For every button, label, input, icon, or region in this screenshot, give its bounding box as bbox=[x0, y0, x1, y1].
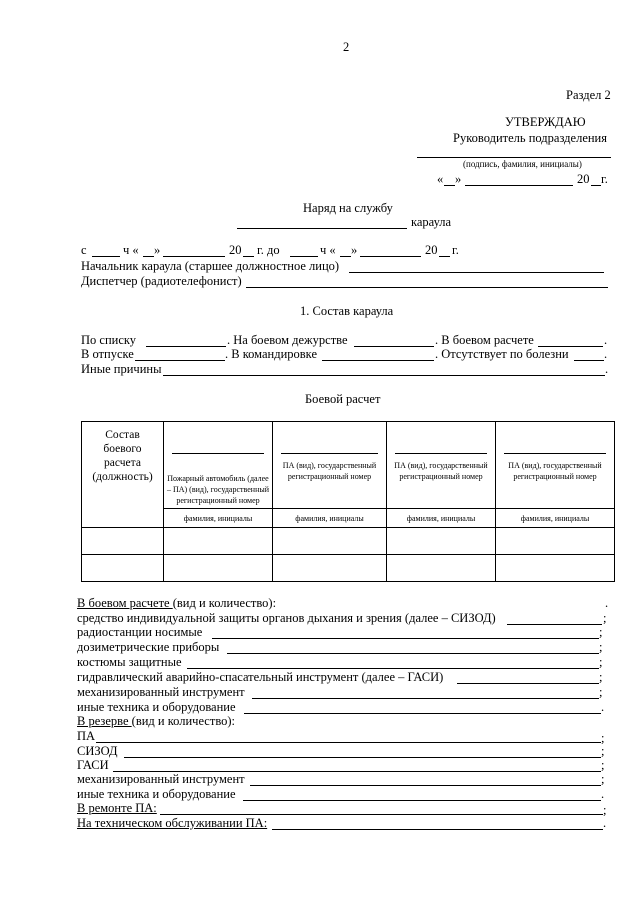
table-cell[interactable] bbox=[273, 528, 387, 555]
equipment-item: гидравлический аварийно-спасательный инструмент (далее – ГАСИ) bbox=[77, 670, 444, 684]
reserve-line[interactable] bbox=[96, 742, 601, 743]
vehicle-line[interactable] bbox=[395, 453, 487, 454]
line-semicolon: ; bbox=[601, 744, 605, 758]
line-semicolon: ; bbox=[601, 772, 605, 786]
by-list-label: По списку bbox=[81, 333, 137, 347]
equipment-line[interactable] bbox=[457, 683, 599, 684]
reserve-item: ГАСИ bbox=[77, 758, 109, 772]
table-cell[interactable] bbox=[496, 555, 615, 582]
page-number: 2 bbox=[343, 40, 350, 54]
section-label: Раздел 2 bbox=[566, 88, 611, 102]
in-crew-dot: . bbox=[604, 333, 608, 347]
equipment-item: средство индивидуальной защиты органов дыхания и зрения (далее – СИЗОД) bbox=[77, 611, 496, 625]
approval-day-line[interactable] bbox=[444, 185, 455, 186]
by-list-line[interactable] bbox=[146, 346, 226, 347]
vehicle-line[interactable] bbox=[172, 453, 264, 454]
from-year-line[interactable] bbox=[243, 256, 254, 257]
period-year-from: 20 bbox=[229, 243, 242, 257]
table-cell[interactable] bbox=[82, 528, 164, 555]
to-day-line[interactable] bbox=[340, 256, 351, 257]
on-leave-label: В отпуске bbox=[81, 347, 134, 361]
period-from: с bbox=[81, 243, 87, 257]
period-year-to: 20 bbox=[425, 243, 438, 257]
approval-year: 20 bbox=[577, 172, 590, 186]
approval-title: УТВЕРЖДАЮ bbox=[505, 115, 586, 129]
sick-line[interactable] bbox=[574, 360, 604, 361]
vehicle-header-text: ПА (вид), государственный регистрационный номер bbox=[508, 461, 602, 481]
position-header-line: Состав bbox=[105, 429, 140, 441]
table-cell[interactable] bbox=[164, 555, 273, 582]
maintenance-line[interactable] bbox=[272, 829, 603, 830]
on-trip-label: . В командировке bbox=[225, 347, 317, 361]
in-crew-equipment-rest: (вид и количество): bbox=[172, 596, 277, 610]
position-header bbox=[82, 422, 164, 528]
equipment-line[interactable] bbox=[507, 624, 602, 625]
line-dot: . bbox=[603, 816, 607, 830]
reserve-item: СИЗОД bbox=[77, 744, 118, 758]
vehicle-header-text: Пожарный автомобиль (далее – ПА) (вид), государственный регистрационный номер bbox=[166, 474, 270, 505]
period-hour: ч « bbox=[123, 243, 139, 257]
equipment-line[interactable] bbox=[244, 713, 601, 714]
sick-dot: . bbox=[604, 347, 608, 361]
position-header-line: боевого bbox=[103, 443, 142, 455]
vehicle-line[interactable] bbox=[281, 453, 378, 454]
table-cell[interactable] bbox=[82, 555, 164, 582]
in-crew-label: . В боевом расчете bbox=[435, 333, 534, 347]
line-semicolon: ; bbox=[601, 758, 605, 772]
line-semicolon: ; bbox=[599, 625, 603, 639]
period-quote: » bbox=[154, 243, 161, 257]
on-duty-line[interactable] bbox=[354, 346, 434, 347]
to-month-line[interactable] bbox=[360, 256, 421, 257]
from-hour-line[interactable] bbox=[92, 256, 120, 257]
line-semicolon: ; bbox=[601, 731, 605, 745]
reserve-item: ПА bbox=[77, 729, 96, 743]
combat-crew-table bbox=[81, 421, 615, 582]
period-year-to-suffix: г. bbox=[452, 243, 459, 257]
approval-date-mid: » bbox=[455, 172, 462, 186]
approval-position: Руководитель подразделения bbox=[453, 131, 607, 145]
equipment-item: механизированный инструмент bbox=[77, 685, 245, 699]
line-semicolon: ; bbox=[603, 803, 607, 817]
in-crew-equipment-heading bbox=[77, 596, 276, 611]
from-month-line[interactable] bbox=[163, 256, 225, 257]
other-line[interactable] bbox=[163, 375, 605, 376]
other-label: Иные причины bbox=[81, 362, 162, 376]
table-cell[interactable] bbox=[273, 555, 387, 582]
fio-cell: фамилия, инициалы bbox=[164, 509, 273, 528]
order-title: Наряд на службу bbox=[303, 201, 393, 215]
reserve-label: В резерве bbox=[77, 714, 132, 728]
vehicle-header-1 bbox=[164, 422, 273, 509]
fio-cell: фамилия, инициалы bbox=[387, 509, 496, 528]
on-leave-line[interactable] bbox=[135, 360, 225, 361]
combat-title: Боевой расчет bbox=[305, 392, 381, 406]
repair-line[interactable] bbox=[160, 814, 603, 815]
table-cell[interactable] bbox=[496, 528, 615, 555]
repair-label: В ремонте ПА: bbox=[77, 801, 157, 815]
equipment-item: дозиметрические приборы bbox=[77, 640, 220, 654]
period-quote-to: » bbox=[351, 243, 358, 257]
line-dot: . bbox=[601, 700, 605, 714]
other-dot: . bbox=[605, 362, 609, 376]
maintenance-label: На техническом обслуживании ПА: bbox=[77, 816, 268, 830]
line-semicolon: ; bbox=[599, 685, 603, 699]
on-trip-line[interactable] bbox=[322, 360, 434, 361]
table-cell[interactable] bbox=[164, 528, 273, 555]
vehicle-header-3 bbox=[387, 422, 496, 509]
line-dot: . bbox=[601, 787, 605, 801]
period-to: г. до bbox=[257, 243, 280, 257]
dispatcher-label: Диспетчер (радиотелефонист) bbox=[81, 274, 242, 288]
line-semicolon: ; bbox=[599, 655, 603, 669]
to-year-line[interactable] bbox=[439, 256, 450, 257]
line-semicolon: ; bbox=[599, 670, 603, 684]
approval-date-suffix: г. bbox=[601, 172, 608, 186]
to-hour-line[interactable] bbox=[290, 256, 318, 257]
position-header-line: расчета bbox=[104, 457, 141, 469]
equipment-item: радиостанции носимые bbox=[77, 625, 203, 639]
vehicle-header-text: ПА (вид), государственный регистрационный номер bbox=[282, 461, 377, 481]
equipment-line[interactable] bbox=[252, 698, 599, 699]
in-crew-equipment-label: В боевом расчете bbox=[77, 596, 173, 610]
fio-cell: фамилия, инициалы bbox=[273, 509, 387, 528]
position-header-line: (должность) bbox=[92, 471, 153, 483]
table-cell[interactable] bbox=[387, 555, 496, 582]
equipment-item: иные техника и оборудование bbox=[77, 700, 236, 714]
period-hour-to: ч « bbox=[320, 243, 336, 257]
approval-year-line[interactable] bbox=[591, 185, 601, 186]
reserve-heading bbox=[77, 714, 235, 729]
signature-hint: (подпись, фамилия, инициалы) bbox=[463, 159, 582, 169]
dispatcher-line[interactable] bbox=[246, 287, 608, 288]
table-cell[interactable] bbox=[387, 528, 496, 555]
equipment-line[interactable] bbox=[227, 653, 599, 654]
sick-label: . Отсутствует по болезни bbox=[435, 347, 569, 361]
equipment-line[interactable] bbox=[212, 638, 599, 639]
on-duty-label: . На боевом дежурстве bbox=[227, 333, 348, 347]
equipment-line[interactable] bbox=[187, 668, 599, 669]
composition-title: 1. Состав караула bbox=[300, 304, 394, 318]
reserve-line[interactable] bbox=[124, 757, 601, 758]
signature-line[interactable] bbox=[417, 157, 611, 158]
vehicle-header-text: ПА (вид), государственный регистрационный номер bbox=[394, 461, 488, 481]
vehicle-header-2 bbox=[273, 422, 387, 509]
reserve-item: механизированный инструмент bbox=[77, 772, 245, 786]
chief-line[interactable] bbox=[349, 272, 604, 273]
fio-cell: фамилия, инициалы bbox=[496, 509, 615, 528]
approval-month-line[interactable] bbox=[465, 185, 573, 186]
reserve-line[interactable] bbox=[250, 785, 601, 786]
vehicle-line[interactable] bbox=[504, 453, 606, 454]
line-semicolon: ; bbox=[599, 640, 603, 654]
from-day-line[interactable] bbox=[143, 256, 154, 257]
vehicle-header-4 bbox=[496, 422, 615, 509]
guard-word: караула bbox=[411, 215, 452, 229]
reserve-item: иные техника и оборудование bbox=[77, 787, 236, 801]
guard-name-line[interactable] bbox=[237, 228, 407, 229]
line-semicolon: ; bbox=[603, 611, 607, 625]
reserve-rest: (вид и количество): bbox=[131, 714, 236, 728]
approval-date-open: « bbox=[437, 172, 444, 186]
chief-label: Начальник караула (старшее должностное лицо) bbox=[81, 259, 340, 273]
equipment-item: костюмы защитные bbox=[77, 655, 182, 669]
line-dot: . bbox=[605, 596, 609, 610]
reserve-line[interactable] bbox=[243, 800, 601, 801]
